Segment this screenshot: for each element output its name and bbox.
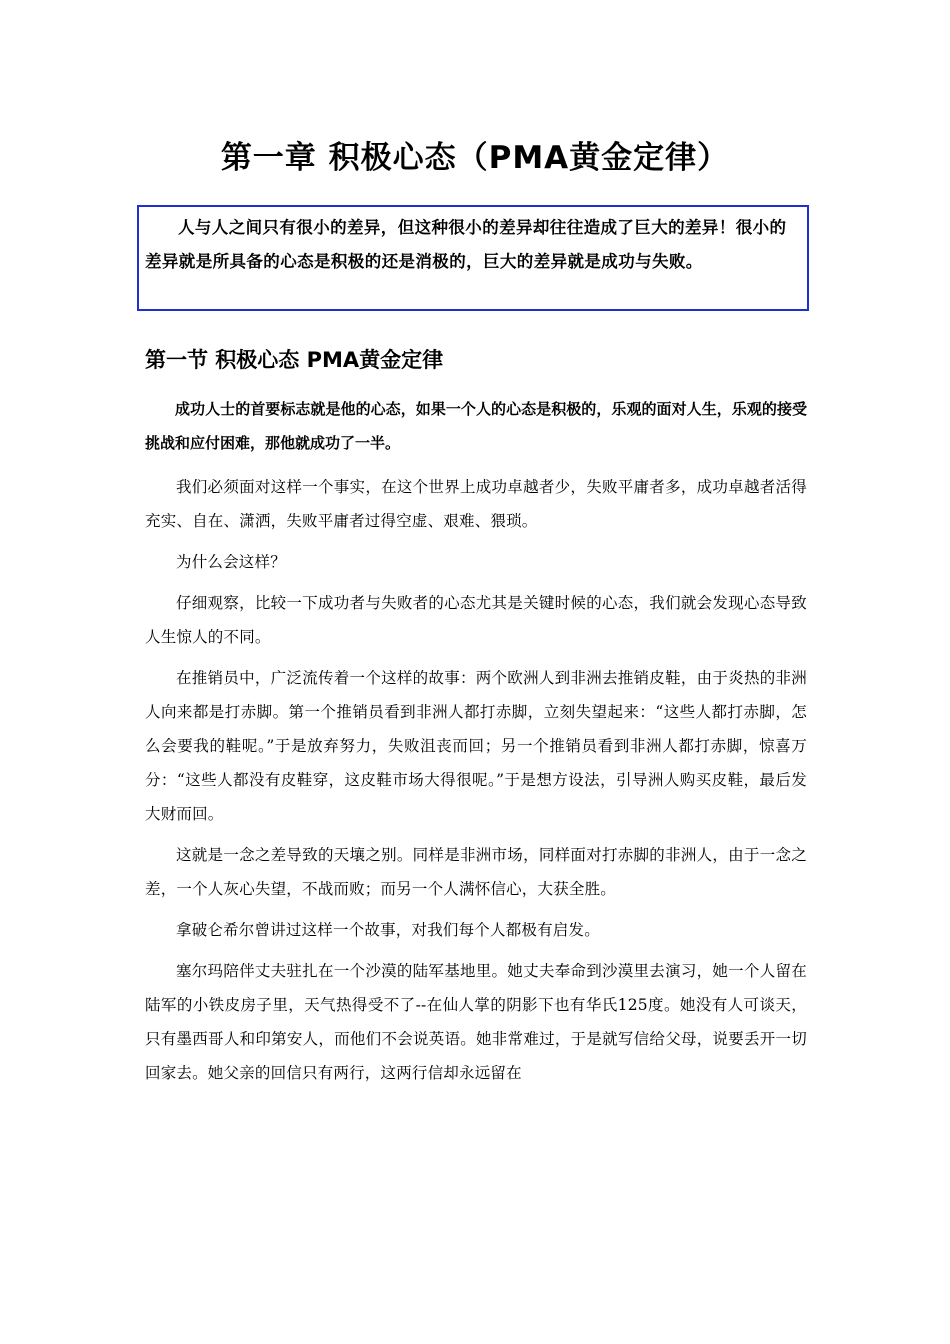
chapter-title: 第一章 积极心态（PMA黄金定律） xyxy=(220,140,730,176)
lead-paragraph: 成功人士的首要标志就是他的心态，如果一个人的心态是积极的，乐观的面对人生，乐观的接受挑战和应付困难，那他就成功了一半。 xyxy=(145,400,807,452)
summary-box xyxy=(137,205,809,311)
paragraph: 塞尔玛陪伴丈夫驻扎在一个沙漠的陆军基地里。她丈夫奉命到沙漠里去演习，她一个人留在陆军的小铁皮房子里，天气热得受不了--在仙人掌的阴影下也有华氏125度。她没有人可谈天，只有墨西哥人和印第安人，而他们不会说英语。她非常难过，于是就写信给父母，说要丢开一切回家去。她父亲的回信只有两行，这两行信却永远留在 xyxy=(145,962,807,1082)
summary-text: 人与人之间只有很小的差异，但这种很小的差异却往往造成了巨大的差异！很小的差异就是所具备的心态是积极的还是消极的，巨大的差异就是成功与失败。 xyxy=(145,218,787,271)
paragraph: 仔细观察，比较一下成功者与失败者的心态尤其是关键时候的心态，我们就会发现心态导致人生惊人的不同。 xyxy=(145,594,807,646)
paragraph: 我们必须面对这样一个事实，在这个世界上成功卓越者少，失败平庸者多，成功卓越者活得充实、自在、潇洒，失败平庸者过得空虚、艰难、猥琐。 xyxy=(145,478,807,530)
paragraph: 在推销员中，广泛流传着一个这样的故事：两个欧洲人到非洲去推销皮鞋，由于炎热的非洲人向来都是打赤脚。第一个推销员看到非洲人都打赤脚，立刻失望起来：“这些人都打赤脚，怎么会要我的鞋呢。”于是放弃努力，失败沮丧而回；另一个推销员看到非洲人都打赤脚，惊喜万分：“这些人都没有皮鞋穿，这皮鞋市场大得很呢。”于是想方设法，引导洲人购买皮鞋，最后发大财而回。 xyxy=(145,669,807,823)
paragraph: 拿破仑希尔曾讲过这样一个故事，对我们每个人都极有启发。 xyxy=(176,921,600,939)
paragraph: 这就是一念之差导致的天壤之别。同样是非洲市场，同样面对打赤脚的非洲人，由于一念之差，一个人灰心失望，不战而败；而另一个人满怀信心，大获全胜。 xyxy=(145,846,807,898)
paragraph: 为什么会这样？ xyxy=(176,553,286,571)
body-text xyxy=(145,392,807,1097)
section-title: 第一节 积极心态 PMA黄金定律 xyxy=(145,348,444,372)
